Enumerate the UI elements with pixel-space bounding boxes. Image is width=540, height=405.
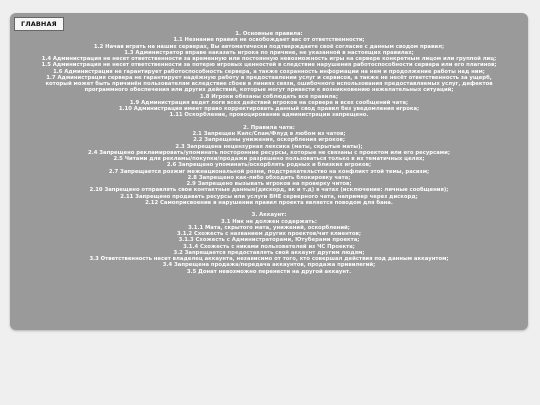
rule-line: 2.5 Читами для рекламы/покупки/продажи разрешено пользоваться только в их тематичных целях; [113, 156, 425, 162]
rule-line: 2.7 Запрещается розжиг межнациональной розни, подстрекательство на конфликт этой темы, расизм; [108, 168, 430, 175]
rule-line: 3.1.4 Схожесть с никами пользователей из ЧС Проекта; [183, 243, 355, 250]
rule-line: 2.3 Запрещена нецензурная лексика (маты, скрытые маты); [175, 143, 363, 150]
tab-home[interactable]: ГЛАВНАЯ [14, 17, 64, 31]
rule-line: 2.10 Запрещено отправлять свои контактные данные(дискорд, вк и т.д) в чатах (исключение: личные сообщения); [89, 187, 449, 194]
rule-line: 2.2 Запрещены унижения, оскорбления игроков; [193, 137, 345, 144]
rule-line: 1.10 Администрация имеет право корректировать данный свод правил без уведомления игрока; [118, 106, 420, 112]
rule-line: который может быть причинён пользователям вследствие сбоев в линиях связи, ошибочного использования предоставляемых услуг, дефектов [45, 81, 493, 87]
rule-line: 1.5 Администрация не несет ответственности за потерю игровых ценностей в следствие нарушения работоспособности сервера или его плагинов; [41, 62, 497, 69]
rule-line: 1.7 Администрация сервера не гарантирует надёжную работу в предоставлении услуг и сервисов, а также не несёт ответственность за ущерб, [46, 74, 492, 81]
rule-line: 3.2 Запрещается предоставлять свой аккаунт другим людям; [173, 249, 365, 256]
rule-line: 1.3 Администратор вправе наказать игрока по причине, не указанной в настоящих правилах; [124, 49, 414, 56]
rule-line: 3.1 Ник не должен содержать: [221, 218, 317, 225]
rule-line: 3.4 Запрещена продажа/передача аккаунтов, продажа привилегий; [162, 262, 376, 269]
rule-line: 3. Аккаунт: [251, 212, 287, 219]
rule-line: 1.11 Оскорбление, провоцирование администрации запрещено. [169, 112, 369, 119]
rule-line: 3.1.1 Мата, скрытого мата, унижений, оскорблений; [188, 224, 350, 231]
rule-line: 1. Основные правила: [235, 31, 303, 37]
rule-line: программного обеспечения или других действий, которые могут привести к возникновению нежелательных ситуаций; [84, 87, 454, 94]
rule-line: 2.8 Запрещено как-либо обходить блокировку чата; [187, 174, 351, 181]
rule-line: 2.12 Самоприсвоение в нарушении правил проекта является поводом для бана. [145, 199, 393, 206]
rules-text [16, 31, 522, 275]
rule-line: 2.1 Запрещен Капс/Спам/Флуд в любом из чатов; [192, 131, 346, 137]
rule-line: 1.8 Игроки обязаны соблюдать все правила; [200, 93, 338, 100]
rule-line: 1.6 Администрация не гарантирует работоспособность сервера, а также сохранность информации на нем и продолжение работы над ним; [53, 68, 485, 75]
rule-line: 1.2 Начав играть на наших серверах, Вы автоматически подтверждаете своё согласие с данным сводом правил; [93, 43, 445, 50]
rule-line: 3.1.3 Схожесть с Администраторами, Ютуберами проекта; [178, 237, 360, 244]
rule-line: 3.3 Ответственность несет владелец аккаунта, независимо от того, кто совершал действия под данным аккаунтом; [89, 256, 449, 262]
rule-line: 2. Правила чата: [243, 124, 295, 131]
rule-line: 2.4 Запрещено рекламировать/упоминать посторонние ресурсы, которые не связаны с проектом или его ресурсами; [88, 149, 450, 156]
rule-line: 2.11 Запрещено продавать ресурсы или услуги ВНЕ серверного чата, например через дискорд; [120, 193, 418, 200]
rule-line: 2.6 Запрещено упоминать/оскорблять родных и близких игроков; [166, 162, 372, 169]
rule-line: 1.1 Незнание правил не освобождает вас от ответственности; [173, 37, 365, 44]
rule-line: 1.9 Администрация ведет логи всех действий игроков на сервере и всех сообщений чата; [129, 99, 409, 106]
rule-line: 1.4 Администрация не несет ответственности за временную или постоянную невозможность игры на сервере конкретным лицом или группой лиц; [41, 56, 497, 62]
rule-line: 2.9 Запрещено вызывать игроков на проверку читов; [186, 181, 352, 187]
rules-panel [10, 13, 528, 330]
rule-line: 3.5 Донат невозможно перенести на другой аккаунт. [186, 268, 352, 275]
rule-line: 3.1.2 Схожесть с названием других проектов/чит клиентов; [177, 231, 361, 237]
